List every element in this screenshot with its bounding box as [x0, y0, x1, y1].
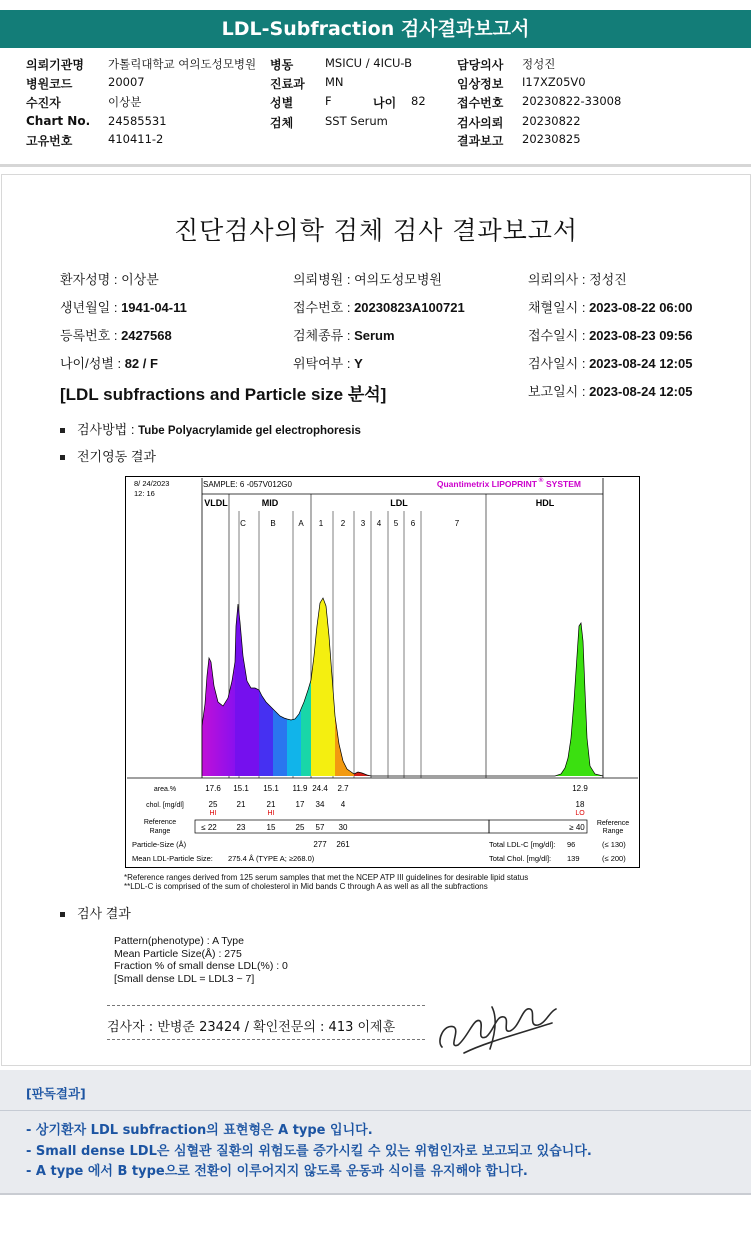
patient-field: [293, 269, 442, 288]
field-value: 2023-08-24 12:05: [589, 384, 693, 399]
band-label: A: [298, 519, 304, 528]
info-label: 담당의사: [457, 58, 504, 72]
field-label: 보고일시 :: [528, 384, 590, 399]
field-value: 82 / F: [124, 356, 158, 371]
area-value: 12.9: [572, 784, 588, 793]
chart-brand-mark: ®: [538, 477, 544, 484]
field-label: 환자성명 :: [60, 272, 122, 287]
info-value: 24585531: [108, 114, 167, 128]
judgement-line: - A type 에서 B type으로 전환이 이루어지지 않도록 운동과 식이를 유지해야 합니다.: [26, 1164, 528, 1179]
particle-size-label: Particle-Size (Å): [132, 840, 187, 849]
total-chol-ref: (≤ 200): [602, 854, 626, 863]
chol-value: 4: [340, 800, 346, 809]
chart-sample: SAMPLE: 6 -057V012G0: [203, 480, 292, 489]
band-label: C: [240, 519, 246, 528]
field-label: 채혈일시 :: [528, 300, 590, 315]
patient-field: [528, 269, 627, 288]
flag-value: LO: [575, 810, 585, 817]
info-value: 20230822-33008: [522, 94, 622, 108]
row-label-area: area.%: [153, 786, 177, 793]
field-value: 2023-08-24 12:05: [589, 356, 693, 371]
judgement-heading: [판독결과]: [26, 1086, 86, 1101]
electrophoresis-svg: [125, 476, 640, 868]
pattern-line: [Small dense LDL = LDL3 ~ 7]: [114, 972, 255, 985]
chol-value: 25: [208, 800, 218, 809]
field-value: 1941-04-11: [121, 300, 187, 315]
info-label: Chart No.: [26, 114, 91, 128]
band-label: B: [270, 519, 276, 528]
field-value: 이상분: [121, 272, 159, 287]
mean-ldl-label: Mean LDL-Particle Size:: [132, 854, 213, 863]
info-value: 82: [411, 94, 426, 108]
field-label: 검사일시 :: [528, 356, 590, 371]
ref-value: ≥ 40: [569, 823, 585, 832]
field-value: 20230823A100721: [354, 300, 465, 315]
electro-label: 전기영동 결과: [77, 449, 156, 464]
bullet-icon: [60, 428, 65, 433]
group-label: LDL: [390, 498, 408, 508]
curve-area: [273, 709, 287, 776]
patient-field: [60, 353, 158, 372]
info-label: 고유번호: [26, 134, 73, 148]
total-ldl-label: Total LDL-C [mg/dl]:: [489, 840, 556, 849]
band-label: 3: [360, 519, 366, 528]
ref-label: Reference: [143, 819, 177, 826]
field-label: 생년월일 :: [60, 300, 122, 315]
method-line: [60, 419, 361, 438]
patient-field: [528, 325, 692, 344]
info-value: 20007: [108, 75, 145, 89]
info-label: 진료과: [270, 77, 305, 91]
info-value: MSICU / 4ICU-B: [325, 56, 413, 70]
group-label: MID: [261, 498, 279, 508]
info-value: SST Serum: [325, 114, 388, 128]
pattern-summary: [114, 935, 288, 985]
band-label: 4: [376, 519, 382, 528]
judgement-panel: [0, 1070, 751, 1195]
info-value: 이상분: [108, 95, 142, 109]
info-label: 병원코드: [26, 77, 73, 91]
info-value: 정성진: [522, 57, 556, 71]
ref-value: 30: [338, 823, 348, 832]
band-label: 1: [318, 519, 324, 528]
patient-field: [293, 353, 363, 372]
report-header-title: LDL-Subfraction 검사결과보고서: [0, 10, 751, 48]
field-label: 위탁여부 :: [293, 356, 355, 371]
field-value: 2023-08-22 06:00: [589, 300, 693, 315]
chol-value: 21: [236, 800, 246, 809]
field-value: 여의도성모병원: [354, 272, 442, 287]
ref-right-label: Reference: [596, 820, 630, 827]
field-label: 의뢰의사 :: [528, 272, 590, 287]
ref-value: 15: [266, 823, 276, 832]
total-chol-value: 139: [567, 854, 580, 863]
pattern-line: Mean Particle Size(Å) : 275: [114, 947, 242, 960]
patient-field: [528, 381, 692, 400]
electro-heading: [60, 446, 156, 465]
area-value: 15.1: [233, 784, 249, 793]
pattern-line: Fraction % of small dense LDL(%) : 0: [114, 960, 288, 972]
chol-value: 17: [295, 800, 305, 809]
chart-date: 8/ 24/2023: [134, 479, 170, 488]
area-value: 2.7: [337, 784, 349, 793]
group-label: VLDL: [204, 498, 228, 508]
total-ldl-value: 96: [567, 840, 576, 849]
bullet-icon: [60, 455, 65, 460]
info-value: F: [325, 94, 332, 108]
lipoprint-chart: [125, 476, 640, 868]
row-label-chol: chol. [mg/dl]: [146, 802, 184, 809]
ref-value: 25: [295, 823, 305, 832]
field-value: 2023-08-23 09:56: [589, 328, 693, 343]
info-label: 검체: [270, 116, 294, 130]
info-label: 수진자: [26, 96, 61, 110]
flag-value: HI: [209, 810, 217, 817]
band-label: 5: [393, 519, 399, 528]
area-value: 11.9: [292, 784, 308, 793]
total-chol-label: Total Chol. [mg/dl]:: [489, 854, 552, 863]
info-label: 결과보고: [457, 134, 504, 148]
judgement-bottom-border: [0, 1193, 751, 1195]
mean-ldl-value: 275.4 Å (TYPE A; ≥268.0): [228, 854, 315, 863]
info-value: MN: [325, 75, 344, 89]
result-heading: [60, 903, 131, 922]
patient-field: [293, 325, 395, 344]
judgement-line: - 상기환자 LDL subfraction의 표현형은 A type 입니다.: [26, 1123, 373, 1138]
ref-label: Range: [149, 828, 171, 835]
chart-time: 12: 16: [134, 489, 155, 498]
lab-report-document[interactable]: [1, 174, 751, 1066]
field-label: 검체종류 :: [293, 328, 355, 343]
info-value: 20230822: [522, 114, 581, 128]
field-value: 정성진: [589, 272, 627, 287]
judgement-divider: [0, 1110, 751, 1111]
chart-footnotes: [124, 873, 528, 891]
judgement-line: - Small dense LDL은 심혈관 질환의 위험도를 증가시킬 수 있는 위험인자로 보고되고 있습니다.: [26, 1144, 592, 1159]
flag-value: HI: [267, 810, 275, 817]
info-value: 가톨릭대학교 여의도성모병원: [108, 57, 257, 71]
field-label: 나이/성별 :: [60, 356, 125, 371]
patient-field: [60, 269, 159, 288]
field-label: 접수일시 :: [528, 328, 590, 343]
patient-field: [293, 297, 465, 316]
chart-brand: Quantimetrix LIPOPRINT: [436, 479, 537, 489]
band-label: 2: [340, 519, 346, 528]
chart-brand-system: SYSTEM: [546, 479, 581, 489]
chol-value: 21: [266, 800, 276, 809]
footnote-line: *Reference ranges derived from 125 serum samples that met the NCEP ATP III guidelines for desirable lipid status: [124, 873, 529, 882]
particle-size-value: 261: [336, 840, 350, 849]
field-label: 등록번호 :: [60, 328, 122, 343]
band-label: 7: [454, 519, 460, 528]
ref-value: 57: [315, 823, 325, 832]
dashed-divider: [107, 1005, 425, 1006]
field-value: 2427568: [121, 328, 172, 343]
info-value: 410411-2: [108, 132, 164, 146]
pattern-line: Pattern(phenotype) : A Type: [114, 935, 244, 947]
patient-field: [528, 353, 692, 372]
field-label: 접수번호 :: [293, 300, 355, 315]
ref-value: ≤ 22: [201, 823, 217, 832]
method-label: 검사방법 :: [77, 422, 139, 437]
result-label: 검사 결과: [77, 906, 131, 921]
request-info-panel: [0, 52, 751, 164]
header-divider: [0, 164, 751, 167]
area-value: 24.4: [312, 784, 328, 793]
particle-size-value: 277: [313, 840, 327, 849]
ref-right-label: Range: [602, 828, 624, 835]
dashed-divider: [107, 1039, 425, 1040]
info-label: 병동: [270, 58, 294, 72]
footnote-line: **LDL-C is comprised of the sum of cholesterol in Mid bands C through A as well as all the subfractions: [124, 882, 488, 891]
area-value: 17.6: [205, 784, 221, 793]
method-value: Tube Polyacrylamide gel electrophoresis: [138, 425, 361, 437]
chart-frame: [126, 477, 640, 868]
info-label: 검사의뢰: [457, 116, 504, 130]
info-value: 20230825: [522, 132, 581, 146]
chol-value: 34: [315, 800, 325, 809]
band-label: 6: [410, 519, 416, 528]
area-value: 15.1: [263, 784, 279, 793]
group-label: HDL: [535, 498, 555, 508]
chol-value: 18: [575, 800, 585, 809]
analysis-subtitle: [LDL subfractions and Particle size 분석]: [60, 385, 387, 404]
info-label: 의뢰기관명: [26, 58, 84, 72]
info-label: 나이: [373, 96, 397, 110]
total-ldl-ref: (≤ 130): [602, 840, 626, 849]
field-value: Serum: [354, 328, 395, 343]
info-value: I17XZ05V0: [522, 75, 586, 89]
report-title: 진단검사의학 검체 검사 결과보고서: [173, 216, 579, 245]
signature-image: [434, 997, 564, 1059]
info-label: 성별: [270, 96, 294, 110]
patient-field: [528, 297, 692, 316]
patient-field: [60, 325, 172, 344]
field-value: Y: [354, 356, 363, 371]
info-label: 접수번호: [457, 96, 504, 110]
ref-value: 23: [236, 823, 246, 832]
field-label: 의뢰병원 :: [293, 272, 355, 287]
info-label: 임상정보: [457, 77, 504, 91]
bullet-icon: [60, 912, 65, 917]
tester-line: 검사자 : 반병준 23424 / 확인전문의 : 413 이제훈: [107, 1020, 396, 1035]
patient-field: [60, 297, 187, 316]
